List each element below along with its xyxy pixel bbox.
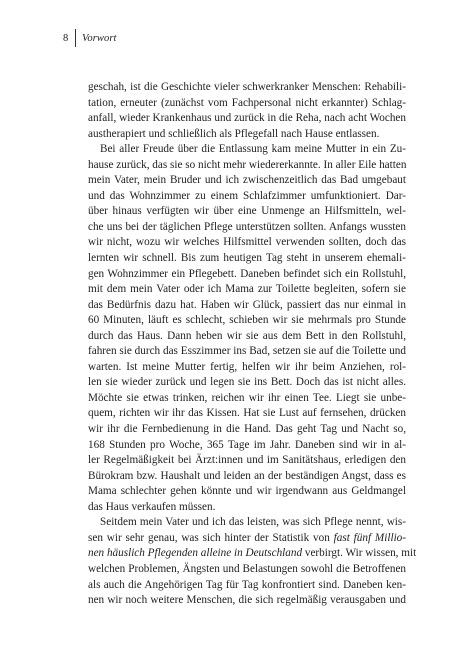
text-line: welchen Problemen, Ängsten und Belastungen sowohl die Betroffenen — [88, 562, 406, 575]
paragraph-3 — [88, 515, 417, 608]
text-line: austherapiert und schließlich als Pflegefall nach Hause entlassen. — [88, 127, 380, 140]
text-line: wir ihr die Fernbedienung in die Hand. Das geht Tag und Nacht so, — [88, 423, 406, 436]
text-line: hause zurück, das sie so nicht mehr wiedererkannte. In aller Eile hatten — [88, 158, 407, 171]
text-segment: sen wir sehr genau, was sich hinter der Statistik von — [88, 531, 334, 544]
text-line: als auch die Angehörigen Tag für Tag konfrontiert sind. Daneben ken- — [88, 578, 406, 591]
text-line: len sie wieder zurück und legen sie ins Bett. Doch das ist nicht alles. — [88, 376, 406, 389]
text-line: geschah, ist die Geschichte vieler schwerkranker Menschen: Rehabili- — [88, 81, 406, 93]
text-line: wir nicht, wozu wir welches Hilfsmittel verwenden sollten, doch das — [88, 236, 406, 249]
text-line: über hinaus verfügten wir über eine Unmenge an Hilfsmitteln, wel- — [88, 205, 406, 218]
text-line: fahren sie durch das Esszimmer ins Bad, setzen sie auf die Toilette und — [88, 345, 406, 358]
section-title: Vorwort — [82, 32, 117, 44]
text-line: Seitdem mein Vater und ich das leisten, was sich Pflege nennt, wis- — [100, 516, 406, 529]
text-line: nen wir noch weitere Menschen, die sich regelmäßig verausgaben und — [88, 594, 406, 607]
text-line: quem, richten wir ihr das Kissen. Hat sie Lust auf fernsehen, drücken — [88, 407, 406, 420]
text-line: Bürokram bzw. Haushalt und leiden an der beständigen Angst, dass es — [88, 469, 406, 482]
text-line: das Haus verkaufen müssen. — [88, 500, 216, 513]
text-line: durch das Haus. Dann heben wir sie aus dem Bett in den Rollstuhl, — [88, 329, 406, 342]
text-line: Möchte sie etwas trinken, reichen wir ihr einen Tee. Liegt sie unbe- — [88, 391, 406, 404]
text-line: anfall, wieder Krankenhaus und zurück in die Reha, nach acht Wochen — [88, 112, 406, 125]
header-divider — [75, 29, 76, 47]
text-line: 168 Stunden pro Woche, 365 Tage im Jahr. Daneben sind wir in al- — [88, 438, 406, 451]
emphasized-text: nen häuslich Pflegenden alleine in Deutschland — [88, 547, 303, 560]
body-text — [88, 80, 417, 609]
text-line: mein Vater, mein Bruder und ich zwischenzeitlich das Bad umgebaut — [88, 174, 406, 187]
text-line: ler Regelmäßigkeit bei Ärzt:innen und im Sanitätshaus, erledigen den — [88, 454, 406, 467]
text-line: warten. Ist meine Mutter fertig, helfen wir ihr beim Anziehen, rol- — [88, 360, 406, 373]
text-line: tation, erneuter (zunächst vom Fachpersonal nicht erkannter) Schlag- — [88, 96, 406, 109]
text-line: mit dem mein Vater oder ich Mama zur Toilette begleiten, sofern sie — [88, 283, 406, 296]
running-header — [63, 30, 117, 46]
text-line: und das Wohnzimmer zu einem Schlafzimmer umfunktioniert. Dar- — [88, 189, 406, 202]
emphasized-text: fast fünf Millio- — [333, 531, 406, 544]
text-line: che uns bei der täglichen Pflege unterstützen sollten. Anfangs wussten — [88, 220, 406, 233]
text-line: gen Wohnzimmer ein Pflegebett. Daneben befindet sich ein Rollstuhl, — [88, 267, 406, 280]
text-line: Mama schlechter gehen könnte und wir irgendwann aus Geldmangel — [88, 485, 406, 498]
text-line: das Bedürfnis dazu hat. Haben wir Glück, passiert das nur einmal in — [88, 298, 406, 311]
text-line — [88, 546, 417, 562]
text-line: 60 Minuten, läuft es schlecht, schieben wir sie mehrmals pro Stunde — [88, 314, 406, 327]
page-number: 8 — [63, 32, 69, 44]
text-segment: verbirgt. Wir wissen, mit — [302, 547, 417, 560]
text-line: lernten wir schnell. Bis zum heutigen Tag steht in unserem ehemali- — [88, 252, 406, 265]
paragraph-2 — [88, 142, 406, 515]
text-line — [88, 531, 406, 547]
text-line: Bei aller Freude über die Entlassung kam meine Mutter in ein Zu- — [100, 143, 406, 156]
paragraph-1 — [88, 80, 406, 142]
